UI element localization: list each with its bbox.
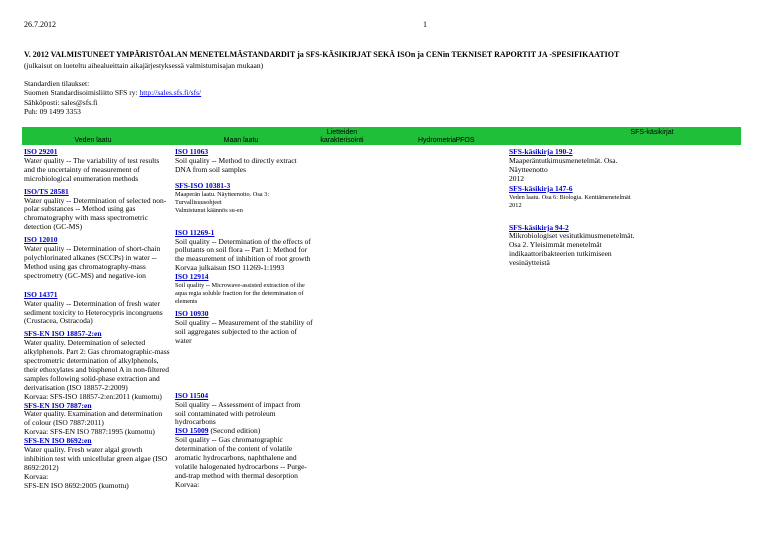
header-date: 26.7.2012	[24, 20, 56, 29]
list-item	[24, 330, 170, 401]
replaces-note: Korvaa: SFS-EN ISO 7887:1995 (kumottu)	[24, 427, 155, 437]
standard-link[interactable]: ISO 10930	[175, 309, 209, 319]
replaces-note: Korvaa:	[175, 479, 200, 489]
standard-description: Water quality -- Determination of selected non-polar substances -- Method using gas chromatography with mass spectrometric detection (GC-MS)	[24, 195, 167, 232]
standard-description: Water quality. Determination of selected alkylphenols. Part 2: Gas chromatographic-mass spectrometric determination of alkylphenols, their ethoxylates and bisphenol A in non-filtered samples following solid-phase extraction and derivatisation (ISO 18857-2:2009)	[24, 338, 170, 392]
standard-link[interactable]: SFS-EN ISO 18857-2:en	[24, 329, 102, 339]
list-item	[175, 427, 313, 489]
replaces-note: Korvaa: SFS-ISO 18857-2:en:2011 (kumottu)	[24, 391, 162, 401]
standard-link[interactable]: ISO 12914	[175, 272, 209, 282]
list-item	[175, 182, 313, 215]
standard-description: Soil quality -- Measurement of the stability of soil aggregates subjected to the action of water	[175, 317, 313, 345]
list-item	[24, 437, 170, 490]
contact-sfs-name: Suomen Standardisoimisliitto SFS ry:	[24, 88, 140, 98]
list-item	[24, 148, 170, 184]
list-item	[509, 185, 647, 210]
edition-note: (Second edition)	[208, 426, 261, 436]
header-pfos: PFOS	[455, 137, 475, 144]
standard-link[interactable]: ISO 11504	[175, 390, 209, 400]
handbook-link[interactable]: SFS-käsikirja 94-2	[509, 222, 569, 232]
standard-description: Soil quality -- Microwave-assisted extraction of the aqua regia soluble fraction for the determination of elements	[175, 282, 305, 306]
handbook-description: Mikrobiologiset vesitutkimusmenetelmät. Osa 2. Yleisimmät menetelmät indikaattoribakteerien tutkimiseen vesinäytteistä	[509, 231, 635, 268]
list-item	[175, 273, 313, 306]
standard-description: Water quality. Examination and determination of colour (ISO 7887:2011)	[24, 409, 163, 428]
standard-description: Water quality. Fresh water algal growth inhibition test with unicellular green algae (ISO 8692:2012)	[24, 445, 168, 472]
column-sfs-kasikirjat	[509, 148, 647, 272]
contact-sfs-line	[24, 88, 201, 97]
standard-link[interactable]: ISO 11063	[175, 147, 209, 156]
handbook-year: 2012	[509, 173, 524, 183]
header-maan-laatu: Maan laatu	[223, 137, 259, 144]
standard-link[interactable]: SFS-EN ISO 7887:en	[24, 400, 92, 410]
header-lietteiden: Lietteiden karakterisointi	[320, 129, 364, 144]
handbook-description: Veden laatu. Osa 6: Biologia. Kenttämenetelmät	[509, 193, 631, 201]
standard-link[interactable]: ISO 11269-1	[175, 227, 215, 237]
standard-description: Soil quality -- Assessment of impact from soil contaminated with petroleum hydrocarbons	[175, 399, 301, 427]
contact-orders-label: Standardien tilaukset:	[24, 79, 90, 88]
document-title: V. 2012 VALMISTUNEET YMPÄRISTÖALAN MENETELMÄSTANDARDIT ja SFS-KÄSIKIRJAT SEKÄ ISOn ja CENin TEKNISET RAPORTIT JA -SPESIFIKAATIOT	[24, 50, 620, 59]
standard-link[interactable]: ISO 14371	[24, 289, 58, 299]
standard-description: Soil quality -- Method to directly extract DNA from soil samples	[175, 155, 297, 174]
standard-link[interactable]: ISO 15009	[175, 426, 209, 436]
standard-description: Soil quality -- Gas chromatographic determination of the content of volatile aromatic hydrocarbons, naphthalene and volatile halogenated hydrocarbons -- Purge-and-trap method with thermal desorption	[175, 435, 307, 480]
list-item	[175, 310, 313, 346]
standard-description: Water quality -- Determination of short-chain polychlorinated alkanes (SCCPs) in water -- Method using gas chromatography-mass spectrometry (GC-MS) and negative-ion	[24, 244, 161, 280]
handbook-description: Maaperäntutkimusmenetelmät. Osa. Näytteenotto	[509, 155, 618, 174]
standard-description: Water quality -- The variability of test results and the uncertainty of measurement of microbiological enumeration methods	[24, 155, 160, 183]
contact-phone: Puh: 09 1499 3353	[24, 106, 81, 116]
standard-link[interactable]: SFS-ISO 10381-3	[175, 180, 231, 190]
standard-link-line	[175, 426, 260, 435]
list-item	[175, 229, 313, 274]
header-sfs-kasikirjat: SFS-käsikirjat	[630, 129, 674, 136]
list-item	[509, 148, 647, 184]
handbook-year: 2012	[509, 201, 522, 209]
contact-email: Sähköposti: sales@sfs.fi	[24, 97, 98, 107]
list-item	[24, 291, 170, 327]
standard-description: Water quality -- Determination of fresh water sediment toxicity to Heterocypris incongruens (Crustacea, Ostracoda)	[24, 298, 163, 326]
header-hydrometria: Hydrometria	[417, 137, 457, 144]
document-subtitle: (julkaisut on lueteltu aihealueittain aikajärjestyksessä valmistumisajan mukaan)	[24, 61, 264, 70]
list-item	[175, 392, 313, 428]
handbook-link[interactable]: SFS-käsikirja 190-2	[509, 147, 573, 156]
replaces-note: Korvaa julkaisun ISO 11269-1:1993	[175, 263, 285, 273]
standard-link[interactable]: SFS-EN ISO 8692:en	[24, 436, 92, 446]
handbook-link[interactable]: SFS-käsikirja 147-6	[509, 183, 573, 193]
column-maan-laatu	[175, 148, 313, 494]
list-item	[24, 402, 170, 438]
standard-link[interactable]: ISO 29201	[24, 147, 58, 156]
list-item	[175, 148, 313, 175]
table-header-bar	[22, 127, 741, 145]
list-item	[509, 224, 647, 269]
sfs-sales-link[interactable]: http://sales.sfs.fi/sfs/	[139, 88, 202, 98]
standard-link[interactable]: ISO 12010	[24, 235, 58, 245]
standard-description: Maaperän laatu. Näytteenotto. Osa 3: Turvallisuusohjeet	[175, 190, 270, 206]
header-veden-laatu: Veden laatu	[74, 137, 112, 144]
page-number: 1	[423, 20, 427, 29]
list-item	[24, 188, 170, 233]
replaces-note: Korvaa:	[24, 471, 49, 481]
standard-link[interactable]: ISO/TS 28581	[24, 186, 69, 196]
column-veden-laatu	[24, 148, 170, 495]
standard-description: Soil quality -- Determination of the effects of pollutants on soil flora -- Part 1: Method for the measurement of inhibition of root growth	[175, 236, 311, 264]
contact-block	[24, 79, 201, 116]
translation-note: Valmistunut käännös su-en	[175, 206, 243, 214]
replaces-note: SFS-EN ISO 8692:2005 (kumottu)	[24, 480, 129, 490]
list-item	[24, 236, 170, 281]
